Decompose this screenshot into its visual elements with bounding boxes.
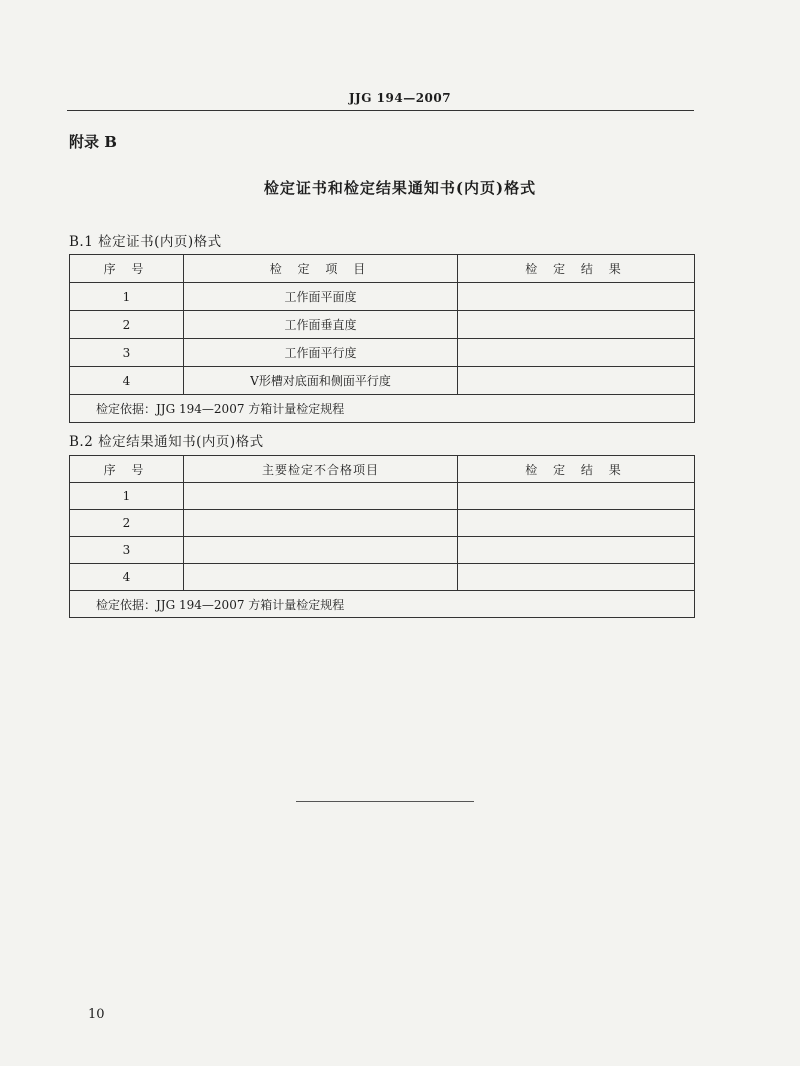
- row-no: 2: [70, 510, 184, 537]
- running-header: JJG 194—2007: [348, 91, 452, 105]
- row-result: [458, 564, 695, 591]
- row-no: 1: [70, 483, 184, 510]
- table-row: [70, 537, 695, 564]
- basis-row: [70, 395, 695, 423]
- row-item: 工作面垂直度: [184, 311, 458, 339]
- header-item: 主要检定不合格项目: [184, 456, 458, 483]
- row-no: 3: [70, 339, 184, 367]
- row-result: [458, 483, 695, 510]
- row-item: [184, 483, 458, 510]
- page-number: 10: [88, 1007, 105, 1022]
- header-no: 序 号: [70, 255, 184, 283]
- basis-row: [70, 591, 695, 618]
- table-row: [70, 283, 695, 311]
- header-no: 序 号: [70, 456, 184, 483]
- table-row: [70, 367, 695, 395]
- row-no: 4: [70, 564, 184, 591]
- footnote-rule: [296, 801, 474, 802]
- header-rule: [67, 110, 694, 111]
- row-result: [458, 339, 695, 367]
- table-header-row: [70, 456, 695, 483]
- header-result: 检 定 结 果: [458, 255, 695, 283]
- appendix-label: 附录 B: [69, 133, 117, 151]
- row-no: 3: [70, 537, 184, 564]
- section-b2-title: B.2 检定结果通知书(内页)格式: [69, 434, 264, 450]
- section-b1-title: B.1 检定证书(内页)格式: [69, 234, 222, 250]
- table-row: [70, 510, 695, 537]
- header-result: 检 定 结 果: [458, 456, 695, 483]
- table-row: [70, 339, 695, 367]
- row-result: [458, 367, 695, 395]
- table-row: [70, 311, 695, 339]
- table-row: [70, 483, 695, 510]
- row-item: 工作面平行度: [184, 339, 458, 367]
- row-item: 工作面平面度: [184, 283, 458, 311]
- table-row: [70, 564, 695, 591]
- row-result: [458, 537, 695, 564]
- document-title: 检定证书和检定结果通知书(内页)格式: [263, 179, 537, 197]
- verification-basis: 检定依据：JJG 194—2007 方箱计量检定规程: [70, 591, 695, 618]
- row-item: [184, 537, 458, 564]
- row-result: [458, 311, 695, 339]
- row-no: 4: [70, 367, 184, 395]
- row-no: 1: [70, 283, 184, 311]
- row-item: [184, 510, 458, 537]
- verification-basis: 检定依据：JJG 194—2007 方箱计量检定规程: [70, 395, 695, 423]
- row-item: [184, 564, 458, 591]
- row-no: 2: [70, 311, 184, 339]
- table-header-row: [70, 255, 695, 283]
- certificate-table: [69, 254, 695, 423]
- result-notice-table: [69, 455, 695, 618]
- header-item: 检 定 项 目: [184, 255, 458, 283]
- row-item: V形槽对底面和侧面平行度: [184, 367, 458, 395]
- row-result: [458, 510, 695, 537]
- row-result: [458, 283, 695, 311]
